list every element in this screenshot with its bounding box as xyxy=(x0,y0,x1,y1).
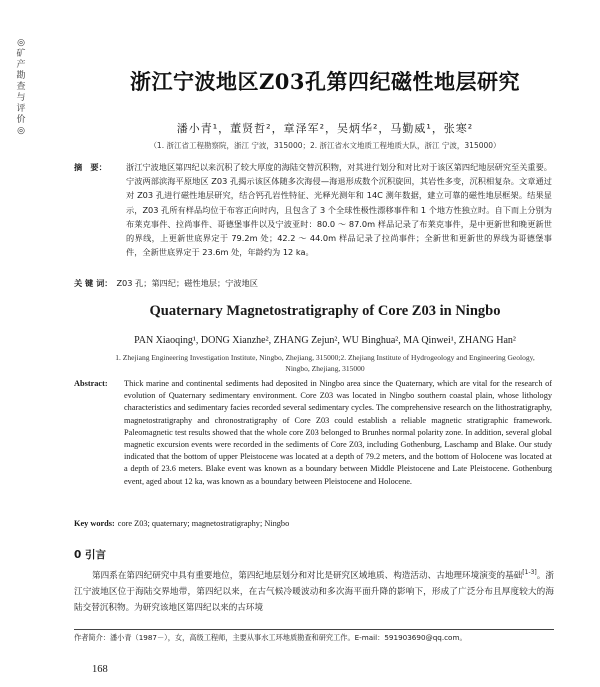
side-char: ◎ xyxy=(17,126,25,136)
english-affiliation: 1. Zhejiang Engineering Investigation Institute, Ningbo, Zhejiang, 315000;2. Zhejiang Institute of Hydrogeology and Engineering Geology, Ningbo, Zhejiang, 315000 xyxy=(115,353,535,373)
english-abstract-text: Thick marine and continental sediments had deposited in Ningbo area since the Quaternary, which are vital for the research of evolution of Quaternary sedimentary environment. Core Z03 was located in Ningbo southern coastal plain, whose lithology characteristics and sedimentary facies recorded several sedimentary cycles. The comprehensive research on the lithostratigraphy, magnetostratigraphy and chronostratigraphy of Core Z03 could establish a reliable magnetic stratigraphic framework. Paleomagnetic test results showed that the whole core Z03 belonged to Brunhes normal polarity zone. In addition, several global magnetic excursion events were recorded in the sediments of Core Z03, including Gothenburg, Laschamp and Blake. Our study indicated that the bottom of upper Pleistocene was located at a depth of 79.2 meters, and the bottom of Holocene was located at a depth of 23.6 meters. Blake event was known as a boundary between Middle Pleistocene and Late Pleistocene. Gothenburg event, aged about 12 ka, was known as a boundary between Pleistocene and Holocene. xyxy=(124,379,552,486)
intro-paragraph xyxy=(74,565,554,616)
journal-side-label xyxy=(12,38,30,137)
english-abstract xyxy=(74,378,552,488)
side-char: 勘 xyxy=(16,71,26,81)
chinese-title: 浙江宁波地区Z03孔第四纪磁性地层研究 xyxy=(129,69,521,94)
keywords-text: Z03 孔；第四纪；磁性地层；宁波地区 xyxy=(116,278,258,288)
english-title: Quaternary Magnetostratigraphy of Core Z03 in Ningbo xyxy=(149,303,501,319)
intro-text: 第四系在第四纪研究中具有重要地位，第四纪地层划分和对比是研究区域地质、构造活动、古地理环境演变的基础 xyxy=(92,570,523,581)
english-keywords-text: core Z03; quaternary; magnetostratigraphy; Ningbo xyxy=(117,519,290,528)
chinese-authors: 潘小青¹，董贤哲²，章泽军²，吴炳华²，马勤威¹，张寒² xyxy=(176,122,474,135)
side-char: 查 xyxy=(16,82,26,92)
abstract-label: 摘 要： xyxy=(74,162,107,172)
side-char: ◎ xyxy=(17,38,25,48)
side-char: 产 xyxy=(16,60,26,70)
citation: [1-3] xyxy=(522,569,537,576)
keywords-label: 关 键 词： xyxy=(74,278,113,288)
english-keywords-label: Key words: xyxy=(74,519,115,528)
chinese-keywords xyxy=(74,278,554,289)
chinese-abstract xyxy=(74,160,552,259)
english-authors: PAN Xiaoqing¹, DONG Xianzhe², ZHANG Zejun², WU Binghua², MA Qinwei¹, ZHANG Han² xyxy=(134,335,516,346)
page-number: 168 xyxy=(92,664,108,675)
side-char: 评 xyxy=(16,104,26,114)
section-heading: 0 引言 xyxy=(74,549,106,561)
side-char: 价 xyxy=(16,115,26,125)
intro-text-continued: 。浙江宁波地区位于海陆交界地带，第四纪以来，在古气候冷暖波动和多次海平面升降的影响下，形成了广泛分布且厚度较大的海陆交替沉积物。为研究该地区第四纪以来的古环境 xyxy=(74,570,554,613)
abstract-text: 浙江宁波地区第四纪以来沉积了较大厚度的海陆交替沉积物，对其进行划分和对比对于该区第四纪地层研究至关重要。宁波两部滨海平原地区 Z03 孔揭示该区体随多次海侵—海退形成数个沉积旋回，其岩性多变，沉积相复杂。文章通过对 Z03 孔进行磁性地层研究，结合钙孔岩性特征、光释光测年和 14C 测年数据，建立可靠的磁性地层框架。结果显示，Z03 孔所有样品均位于布容正向时内，且包含了 3 个全球性极性漂移事件和 1 个地方性独立时。自下而上分别为布莱克事件、拉尚事件、哥德堡事件以及宁波亚时：80.0 ～ 87.0m 样品记录了布莱克事件，是中更新世和晚更新世的界线，上更新世底界定于 79.2m 处；42.2 ～ 44.0m 样品记录了拉尚事件；全新世和更新世的界线为哥德堡事件，全新世底界定于 23.6m 处，年龄约为 12 ka。 xyxy=(126,162,552,258)
footnote-divider xyxy=(74,629,554,630)
english-abstract-label: Abstract: xyxy=(74,379,108,388)
side-char: 与 xyxy=(16,93,26,103)
chinese-affiliation: （1. 浙江省工程勘察院，浙江 宁波，315000；2. 浙江省水文地质工程地质大队，浙江 宁波，315000） xyxy=(149,141,501,150)
english-keywords xyxy=(74,519,554,528)
author-footnote: 作者简介：潘小青（1987－），女，高级工程师，主要从事水工环地质勘查和研究工作。E-mail：591903690@qq.com。 xyxy=(74,633,467,642)
side-char: 矿 xyxy=(16,49,26,59)
